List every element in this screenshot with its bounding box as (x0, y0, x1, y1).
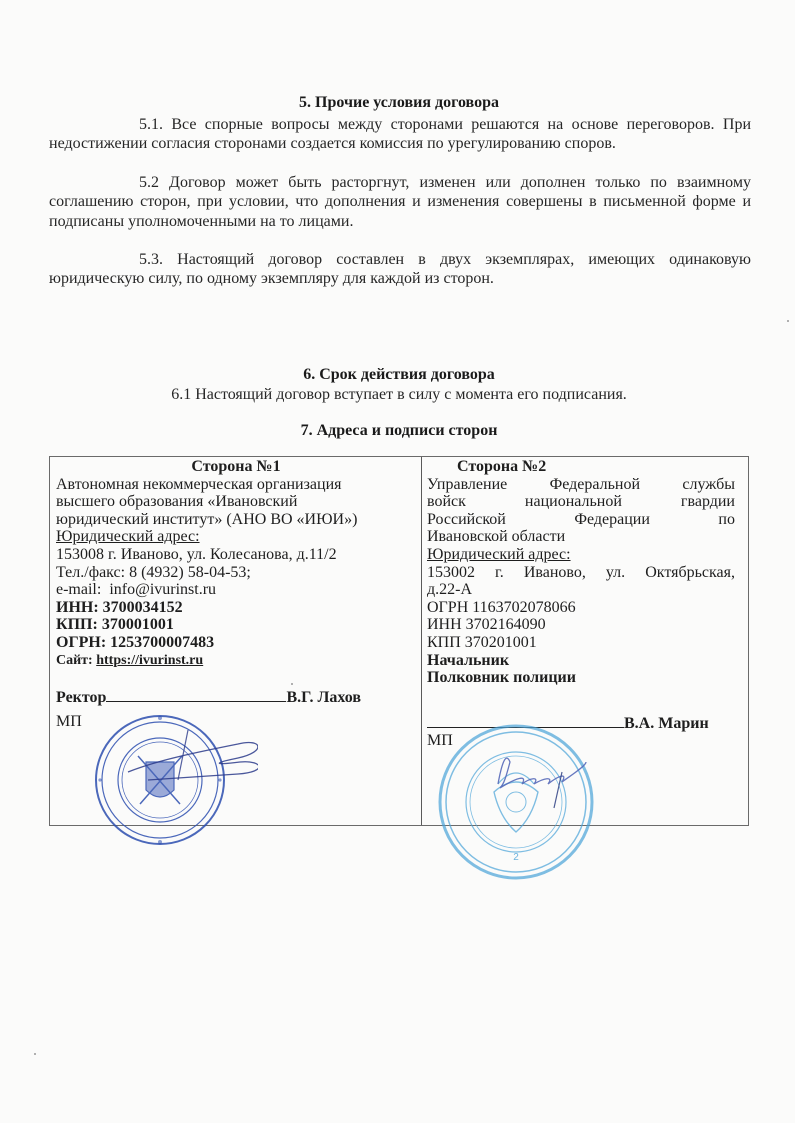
party-1-org-line: юридический институт» (АНО ВО «ИЮИ») (56, 510, 358, 528)
party-1-signer-name: В.Г. Лахов (286, 689, 362, 707)
party-2-inn: ИНН 3702164090 (427, 616, 546, 634)
party-2-title: Сторона №2 (457, 458, 547, 475)
party-1-email-label: e-mail: (56, 581, 102, 599)
party-2-signature-row (427, 715, 735, 733)
party-1-kpp: КПП: 370001001 (56, 616, 174, 634)
spacer (427, 687, 735, 715)
clause-5-3: 5.3. Настоящий договор составлен в двух экземплярах, имеющих одинаковую юридическую силу, по одному экземпляру для каждой из сторон. (49, 251, 751, 288)
party-1-site-row (56, 652, 416, 670)
party-2-org-line: Ивановской области (427, 528, 566, 546)
scan-speck (787, 320, 789, 322)
party-1-site-link[interactable]: https://ivurinst.ru (96, 652, 204, 668)
party-1-phone: Тел./факс: 8 (4932) 58-04-53; (56, 563, 251, 581)
party-1-signature-row (56, 689, 416, 707)
section-7-heading: 7. Адреса и подписи сторон (300, 422, 498, 439)
party-2-address-line-1: 153002 г. Иваново, ул. Октябрьская, (427, 563, 735, 581)
party-2-ogrn: ОГРН 1163702078066 (427, 598, 576, 616)
party-1-signer-position: Ректор (56, 689, 107, 707)
party-1-address-label: Юридический адрес: (56, 528, 200, 546)
scan-speck (34, 1053, 36, 1055)
clause-6-1: 6.1 Настоящий договор вступает в силу с момента его подписания. (171, 386, 627, 403)
party-2-kpp: КПП 370201001 (427, 633, 537, 651)
party-1-org-line: высшего образования «Ивановский (56, 493, 298, 511)
party-2-seal-mark: МП (427, 732, 453, 750)
party-1-inn: ИНН: 3700034152 (56, 598, 183, 616)
party-2-stamp-number: 2 (513, 852, 519, 863)
party-2-column (427, 457, 735, 750)
party-1-signature-line (106, 701, 286, 702)
clause-5-1: 5.1. Все спорные вопросы между сторонами решаются на основе переговоров. При недостижении согласия сторонами создается комиссия по урегулированию споров. (49, 116, 751, 153)
party-2-org-line: Управление Федеральной службы (427, 475, 735, 493)
party-2-signer-position-1: Начальник (427, 651, 510, 669)
party-1-ogrn: ОГРН: 1253700007483 (56, 633, 215, 651)
scan-speck (291, 683, 293, 685)
spacer (56, 669, 416, 689)
parties-table (49, 456, 749, 826)
party-2-address-label: Юридический адрес: (427, 545, 571, 563)
party-2-signer-name: В.А. Марин (624, 714, 709, 732)
section-5-heading: 5. Прочие условия договора (299, 94, 499, 111)
party-2-signature-line (427, 727, 624, 728)
party-1-title: Сторона №1 (191, 458, 281, 475)
section-6-heading: 6. Срок действия договора (303, 366, 495, 383)
party-1-site-label: Сайт: (56, 652, 93, 668)
party-1-org-line: Автономная некоммерческая организация (56, 475, 342, 493)
party-2-org-line: Российской Федерации по (427, 510, 735, 528)
party-2-signer-position-2: Полковник полиции (427, 669, 576, 687)
party-1-email-row (56, 581, 416, 599)
clause-5-2: 5.2 Договор может быть расторгнут, изменен или дополнен только по взаимному соглашению сторон, при условии, что дополнения и изменения совершены в письменной форме и подписаны уполномоченными на то лицами. (49, 174, 751, 230)
party-1-column (56, 457, 416, 730)
party-1-seal-mark: МП (56, 712, 82, 730)
party-1-email-link[interactable]: info@ivurinst.ru (109, 581, 217, 599)
column-divider (421, 457, 422, 825)
party-2-org-line: войск национальной гвардии (427, 493, 735, 511)
party-1-address: 153008 г. Иваново, ул. Колесанова, д.11/2 (56, 545, 337, 563)
party-2-address-line-2: д.22-А (427, 581, 473, 599)
